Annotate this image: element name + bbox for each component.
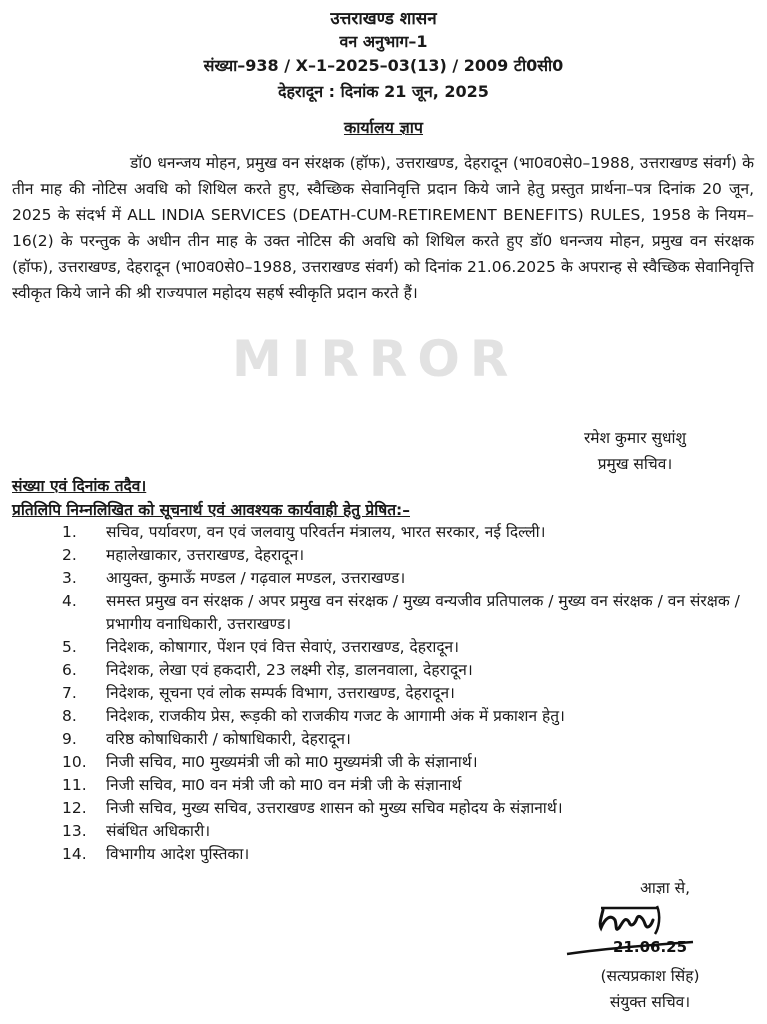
list-item <box>0 682 767 705</box>
list-item <box>0 797 767 820</box>
copy-to-heading: प्रतिलिपि निम्नलिखित को सूचनार्थ एवं आवश्यक कार्यवाही हेतु प्रेषित:– <box>12 501 410 519</box>
memo-title: कार्यालय ज्ञाप <box>343 118 424 137</box>
signature-block-principal-secretary <box>520 425 750 477</box>
list-item-text: संबंधित अधिकारी। <box>106 822 211 840</box>
list-item-number: 13. <box>62 822 87 840</box>
list-item-text: समस्त प्रमुख वन संरक्षक / अपर प्रमुख वन संरक्षक / मुख्य वन्यजीव प्रतिपालक / मुख्य वन संरक्षक / वन संरक्षक / प्रभागीय वनाधिकारी, उत्तराखण्ड। <box>106 592 740 633</box>
list-item-text: निदेशक, लेखा एवं हकदारी, 23 लक्ष्मी रोड़, डालनवाला, देहरादून। <box>106 661 473 679</box>
list-item-text: महालेखाकार, उत्तराखण्ड, देहरादून। <box>106 546 305 564</box>
list-item-text: निदेशक, कोषागार, पेंशन एवं वित्त सेवाएं, उत्तराखण्ड, देहरादून। <box>106 638 460 656</box>
list-item <box>0 521 767 544</box>
signatory-designation: संयुक्त सचिव। <box>609 993 691 1011</box>
signatory-name: (सत्यप्रकाश सिंह) <box>600 967 700 985</box>
list-item-number: 8. <box>62 707 77 725</box>
by-order-text: आज्ञा से, <box>639 879 691 897</box>
list-item-number: 7. <box>62 684 77 702</box>
list-item-number: 2. <box>62 546 77 564</box>
list-item-text: विभागीय आदेश पुस्तिका। <box>106 845 250 863</box>
list-item <box>0 728 767 751</box>
list-item-text: आयुक्त, कुमाऊँ मण्डल / गढ़वाल मण्डल, उत्तराखण्ड। <box>106 569 406 587</box>
department-section: वन अनुभाग–1 <box>339 32 428 51</box>
signatory-designation: प्रमुख सचिव। <box>597 455 673 473</box>
list-item-text: निजी सचिव, मुख्य सचिव, उत्तराखण्ड शासन को मुख्य सचिव महोदय के संज्ञानार्थ। <box>106 799 563 817</box>
list-item-text: निदेशक, राजकीय प्रेस, रूड़की को राजकीय गजट के आगामी अंक में प्रकाशन हेतु। <box>106 707 565 725</box>
government-name: उत्तराखण्ड शासन <box>330 9 437 29</box>
list-item <box>0 544 767 567</box>
reference-number: संख्या–938 / X–1–2025–03(13) / 2009 टी0सी0 <box>203 56 564 75</box>
memo-title-wrap <box>0 116 767 138</box>
list-item-number: 4. <box>62 592 77 610</box>
list-item-number: 10. <box>62 753 87 771</box>
memo-body: डॉ0 धनन्जय मोहन, प्रमुख वन संरक्षक (हॉफ), उत्तराखण्ड, देहरादून (भा0व0से0–1988, उत्तराखण्ड संवर्ग) के तीन माह की नोटिस अवधि को शिथिल करते हुए, स्वैच्छिक सेवानिवृत्ति प्रदान किये जाने हेतु प्रस्तुत प्रार्थना–पत्र दिनांक 20 जून, 2025 के संदर्भ में ALL INDIA SERVICES (DEATH-CUM-RETIREMENT BENEFITS) RULES, 1958 के नियम–16(2) के परन्तुक के अधीन तीन माह के उक्त नोटिस की अवधि को शिथिल करते हुए डॉ0 धनन्जय मोहन, प्रमुख वन संरक्षक (हॉफ), उत्तराखण्ड, देहरादून (भा0व0से0–1988, उत्तराखण्ड संवर्ग) को दिनांक 21.06.2025 के अपरान्ह से स्वैच्छिक सेवानिवृत्ति स्वीकृत किये जाने की श्री राज्यपाल महोदय सहर्ष स्वीकृति प्रदान करते हैं। <box>12 154 754 302</box>
list-item-number: 9. <box>62 730 77 748</box>
handwritten-signature <box>565 888 695 968</box>
signatory-name: रमेश कुमार सुधांशु <box>583 429 687 447</box>
list-item-text: निजी सचिव, मा0 मुख्यमंत्री जी को मा0 मुख्यमंत्री जी के संज्ञानार्थ। <box>106 753 478 771</box>
list-item-text: निदेशक, सूचना एवं लोक सम्पर्क विभाग, उत्तराखण्ड, देहरादून। <box>106 684 455 702</box>
watermark: MIRROR <box>232 330 519 388</box>
ref-same: संख्या एवं दिनांक तदैव। <box>12 477 147 495</box>
issue-date: देहरादून : दिनांक 21 जून, 2025 <box>278 82 489 101</box>
list-item-text: सचिव, पर्यावरण, वन एवं जलवायु परिवर्तन मंत्रालय, भारत सरकार, नई दिल्ली। <box>106 523 546 541</box>
list-item <box>0 705 767 728</box>
copy-to-wrap <box>12 498 410 520</box>
list-item-number: 5. <box>62 638 77 656</box>
list-item-number: 14. <box>62 845 87 863</box>
list-item-number: 3. <box>62 569 77 587</box>
signature-date: 21.06.25 <box>613 938 688 956</box>
recipient-list <box>0 521 767 866</box>
list-item <box>0 590 767 636</box>
list-item <box>0 751 767 774</box>
ref-same-wrap <box>12 474 146 496</box>
list-item-text: निजी सचिव, मा0 वन मंत्री जी को मा0 वन मंत्री जी के संज्ञानार्थ <box>106 776 462 794</box>
list-item-number: 1. <box>62 523 77 541</box>
list-item-number: 12. <box>62 799 87 817</box>
list-item <box>0 820 767 843</box>
list-item <box>0 774 767 797</box>
list-item <box>0 567 767 590</box>
list-item-number: 6. <box>62 661 77 679</box>
list-item <box>0 636 767 659</box>
list-item-text: वरिष्ठ कोषाधिकारी / कोषाधिकारी, देहरादून। <box>106 730 351 748</box>
list-item <box>0 659 767 682</box>
list-item <box>0 843 767 866</box>
list-item-number: 11. <box>62 776 87 794</box>
